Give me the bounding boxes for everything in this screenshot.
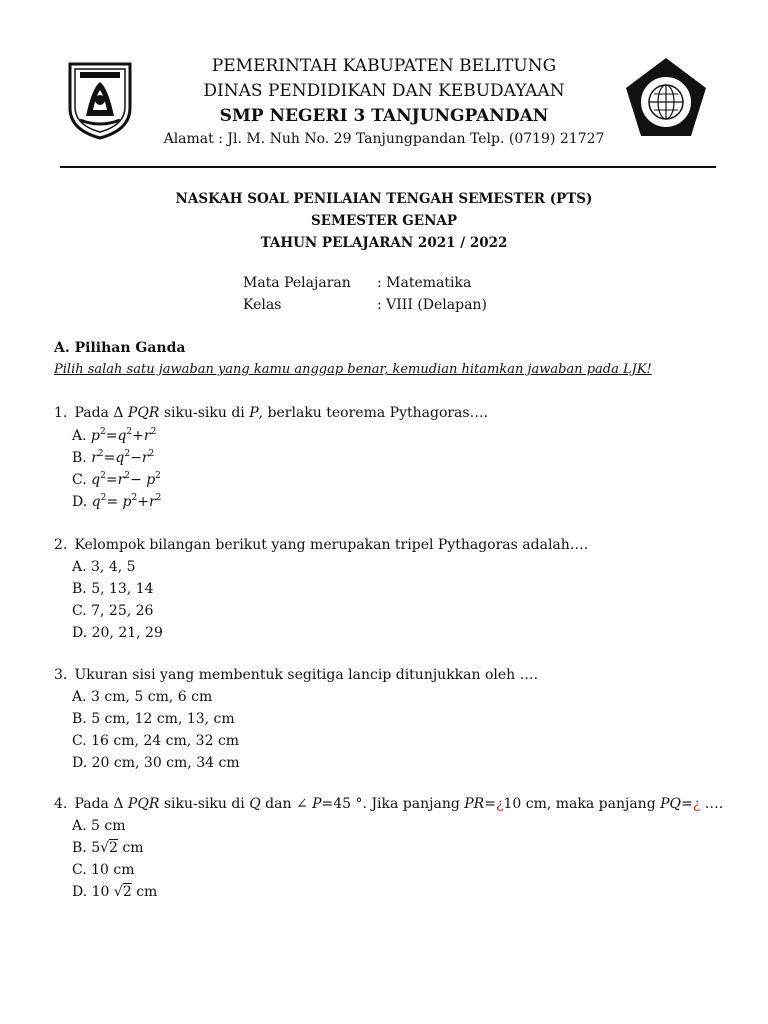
- option-unit: cm: [136, 884, 158, 900]
- question-text: Kelompok bilangan berikut yang merupakan tripel Pythagoras adalah….: [74, 537, 589, 553]
- math-var: P: [249, 405, 259, 421]
- question-1: [54, 405, 488, 421]
- exam-semester: SEMESTER GENAP: [310, 213, 458, 229]
- question-number: 2.: [54, 537, 68, 553]
- glyph-artifact: ¿: [692, 796, 701, 812]
- q1-option-c: C. $q^2=r^2- p^2$: [72, 471, 161, 488]
- question-text: ….: [700, 796, 724, 812]
- subject-value: : Matematika: [377, 275, 472, 291]
- q4-option-b: [72, 840, 144, 856]
- question-4: [54, 796, 723, 812]
- exam-academic-year: TAHUN PELAJARAN 2021 / 2022: [260, 235, 508, 251]
- q4-option-d: [72, 884, 157, 900]
- q1-option-d: D. $q^2= p^2+r^2$: [72, 493, 162, 510]
- option-label: B.: [72, 450, 87, 466]
- question-text: =: [681, 796, 693, 812]
- math-var: PQR: [127, 405, 160, 421]
- q3-option-c: C. 16 cm, 24 cm, 32 cm: [72, 733, 240, 749]
- q2-option-c: C. 7, 25, 26: [72, 603, 154, 619]
- question-text: =45 °. Jika panjang: [321, 796, 465, 812]
- question-text: 10 cm, maka panjang: [503, 796, 661, 812]
- section-instruction: Pilih salah satu jawaban yang kamu anggap benar, kemudian hitamkan jawaban pada LJK!: [54, 362, 652, 377]
- option-label: A.: [72, 428, 87, 444]
- q2-option-d: D. 20, 21, 29: [72, 625, 163, 641]
- q3-option-d: D. 20 cm, 30 cm, 34 cm: [72, 755, 240, 771]
- math-var: PQR: [127, 796, 160, 812]
- q4-option-c: C. 10 cm: [72, 862, 135, 878]
- header-school-name: SMP NEGERI 3 TANJUNGPANDAN: [219, 106, 549, 126]
- q2-option-b: B. 5, 13, 14: [72, 581, 154, 597]
- question-text: Pada Δ: [74, 796, 128, 812]
- question-2: [54, 537, 588, 553]
- question-number: 3.: [54, 667, 68, 683]
- class-label: Kelas: [243, 297, 282, 313]
- math-var: PQ: [660, 796, 682, 812]
- math-var: P: [312, 796, 322, 812]
- sqrt-symbol: √2: [100, 840, 118, 856]
- letterhead-divider: [60, 166, 716, 168]
- q1-option-a: A. $p^2=q^2+r^2$: [72, 427, 157, 444]
- class-value: : VIII (Delapan): [377, 297, 487, 313]
- question-text: =: [484, 796, 496, 812]
- question-number: 4.: [54, 796, 68, 812]
- q1-option-b: B. $r^2=q^2-r^2$: [72, 449, 155, 466]
- math-var: Q: [249, 796, 261, 812]
- question-number: 1.: [54, 405, 68, 421]
- option-unit: cm: [122, 840, 144, 856]
- header-department: DINAS PENDIDIKAN DAN KEBUDAYAAN: [203, 81, 565, 101]
- question-text: siku-siku di: [159, 405, 250, 421]
- option-label: D.: [72, 494, 88, 510]
- math-var: PR: [464, 796, 485, 812]
- q4-option-a: A. 5 cm: [72, 818, 126, 834]
- glyph-artifact: ¿: [495, 796, 504, 812]
- question-text: siku-siku di: [159, 796, 250, 812]
- section-title: A. Pilihan Ganda: [54, 340, 186, 356]
- question-text: , berlaku teorema Pythagoras….: [258, 405, 489, 421]
- option-text: D. 10: [72, 884, 110, 900]
- question-text: Pada Δ: [74, 405, 128, 421]
- option-label: C.: [72, 472, 87, 488]
- question-3: [54, 667, 538, 683]
- q3-option-b: B. 5 cm, 12 cm, 13, cm: [72, 711, 235, 727]
- option-text: B. 5: [72, 840, 101, 856]
- header-government: PEMERINTAH KABUPATEN BELITUNG: [211, 56, 557, 76]
- subject-label: Mata Pelajaran: [243, 275, 351, 291]
- q3-option-a: A. 3 cm, 5 cm, 6 cm: [72, 689, 213, 705]
- sqrt-symbol: √2: [113, 884, 132, 900]
- header-address: Alamat : Jl. M. Nuh No. 29 Tanjungpandan Telp. (0719) 21727: [163, 131, 605, 147]
- question-text: Ukuran sisi yang membentuk segitiga lancip ditunjukkan oleh ….: [74, 667, 539, 683]
- exam-title: NASKAH SOAL PENILAIAN TENGAH SEMESTER (PTS): [175, 191, 593, 207]
- question-text: dan ∠: [260, 796, 313, 812]
- q2-option-a: A. 3, 4, 5: [72, 559, 136, 575]
